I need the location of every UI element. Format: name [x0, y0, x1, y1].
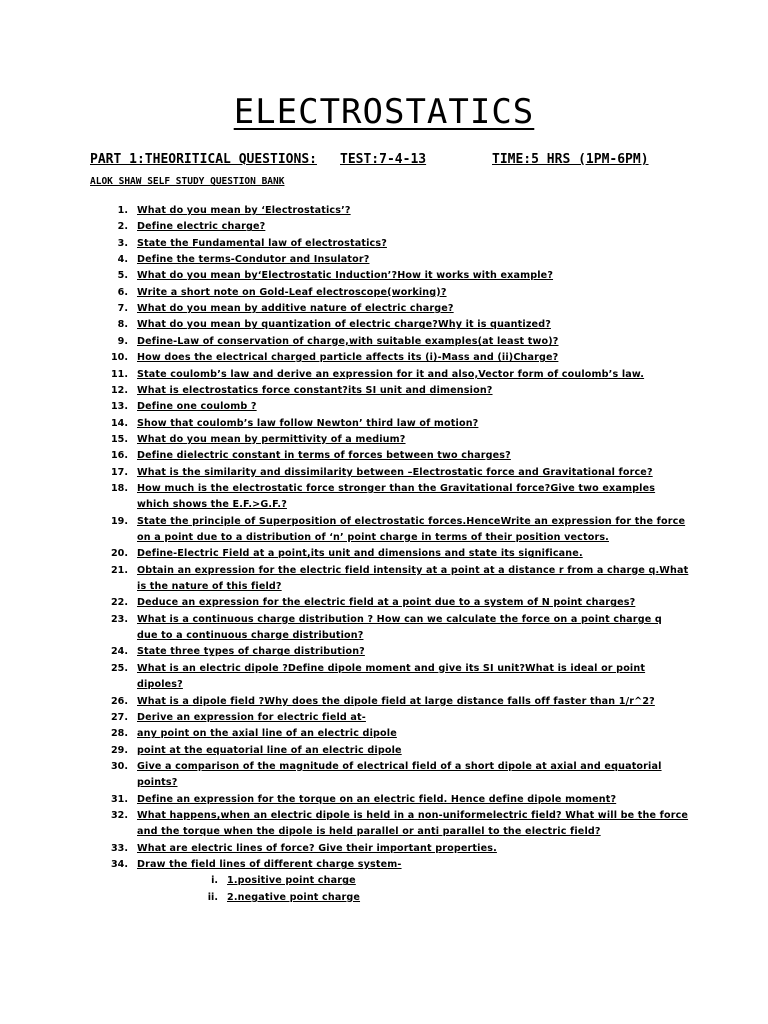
question-number: 19.	[111, 515, 128, 527]
question-text: State three types of charge distribution?	[137, 646, 365, 658]
list-item	[0, 794, 768, 810]
question-number: 5.	[117, 270, 128, 282]
list-item	[0, 499, 768, 515]
list-item	[0, 532, 768, 548]
sub-item-text: 2.negative point charge	[227, 891, 361, 903]
list-item	[0, 221, 768, 237]
list-item	[0, 565, 768, 581]
question-text-continuation: points?	[137, 777, 178, 789]
question-text: How much is the electrostatic force stronger than the Gravitational force?Give two examples	[137, 482, 656, 494]
sub-item-number: i.	[211, 875, 218, 887]
question-text-continuation: and the torque when the dipole is held parallel or anti parallel to the electric field?	[137, 826, 601, 838]
list-item	[0, 630, 768, 646]
sub-item-number: ii.	[207, 891, 218, 903]
question-number: 27.	[111, 711, 128, 723]
question-text-continuation: is the nature of this field?	[137, 581, 282, 593]
question-text: Define-Electric Field at a point,its unit and dimensions and state its significane.	[137, 548, 583, 560]
question-text: Define dielectric constant in terms of forces between two charges?	[137, 450, 511, 462]
question-number: 17.	[111, 466, 128, 478]
question-number: 28.	[111, 728, 128, 740]
question-number: 26.	[111, 695, 128, 707]
list-item	[0, 859, 768, 875]
question-number: 1.	[117, 205, 128, 216]
list-item	[0, 303, 768, 319]
question-text: Deduce an expression for the electric field at a point due to a system of N point charges?	[137, 597, 636, 609]
list-item	[0, 777, 768, 793]
question-number: 23.	[111, 613, 128, 625]
question-number: 4.	[117, 254, 128, 266]
question-text: State coulomb’s law and derive an expression for it and also,Vector form of coulomb’s law.	[137, 368, 645, 380]
question-number: 10.	[111, 352, 128, 364]
question-text: What is an electric dipole ?Define dipole moment and give its SI unit?What is ideal or point	[137, 662, 646, 674]
list-item	[0, 385, 768, 401]
question-text-continuation: which shows the E.F.>G.F.?	[137, 499, 287, 511]
question-text: What is the similarity and dissimilarity between –Electrostatic force and Gravitational force?	[137, 466, 653, 478]
question-text: Define electric charge?	[137, 221, 266, 233]
question-text: Write a short note on Gold-Leaf electroscope(working)?	[137, 286, 447, 298]
question-number: 11.	[111, 368, 128, 380]
question-number: 7.	[117, 303, 128, 315]
page-title-text: ELECTROSTATICS	[233, 92, 535, 132]
list-item	[0, 352, 768, 368]
list-item	[0, 287, 768, 303]
list-item	[0, 597, 768, 613]
question-number: 3.	[117, 237, 128, 249]
question-number: 15.	[111, 433, 128, 445]
question-text-continuation: due to a continuous charge distribution?	[137, 630, 364, 642]
question-text: What do you mean by ‘Electrostatics’?	[137, 205, 351, 216]
list-item	[0, 401, 768, 417]
question-text: What do you mean by‘Electrostatic Induction’?How it works with example?	[137, 270, 554, 282]
list-item	[0, 205, 768, 221]
list-item	[0, 369, 768, 385]
list-item	[0, 450, 768, 466]
question-number: 24.	[111, 646, 128, 658]
question-text: What do you mean by quantization of electric charge?Why it is quantized?	[137, 319, 551, 331]
question-text: State the principle of Superposition of electrostatic forces.HenceWrite an expression for the force	[137, 515, 686, 527]
question-number: 31.	[111, 793, 128, 805]
sub-item-text: 1.positive point charge	[227, 875, 356, 887]
question-text: Draw the field lines of different charge system-	[137, 859, 402, 870]
question-number: 12.	[111, 384, 128, 396]
list-item	[0, 646, 768, 662]
question-number: 25.	[111, 662, 128, 674]
question-number: 29.	[111, 744, 128, 756]
question-number: 32.	[111, 809, 128, 821]
question-text: Define-Law of conservation of charge,with suitable examples(at least two)?	[137, 335, 559, 347]
question-text: any point on the axial line of an electric dipole	[137, 728, 397, 740]
list-item	[0, 745, 768, 761]
question-text: Derive an expression for electric field at-	[137, 711, 366, 723]
question-text: Define one coulomb ?	[137, 401, 257, 413]
question-text-continuation: on a point due to a distribution of ‘n’ point charge in terms of their position vectors.	[137, 532, 609, 543]
question-text: What do you mean by additive nature of electric charge?	[137, 303, 454, 315]
question-text: What is a continuous charge distribution ? How can we calculate the force on a point charge q	[137, 613, 662, 625]
question-text: What are electric lines of force? Give their important properties.	[137, 842, 497, 854]
list-item	[0, 581, 768, 597]
question-number: 9.	[117, 335, 128, 347]
question-number: 16.	[111, 450, 128, 462]
question-text: What do you mean by permittivity of a medium?	[137, 433, 406, 445]
question-number: 21.	[111, 564, 128, 576]
question-number: 30.	[111, 760, 128, 772]
sub-list-item	[0, 875, 768, 891]
list-item	[0, 826, 768, 842]
question-text: How does the electrical charged particle affects its (i)-Mass and (ii)Charge?	[137, 352, 559, 364]
question-text: point at the equatorial line of an electric dipole	[137, 744, 402, 756]
list-item	[0, 679, 768, 695]
page-title	[0, 92, 768, 132]
list-item	[0, 238, 768, 254]
list-item	[0, 418, 768, 434]
test-time: TIME:5 HRS (1PM-6PM)	[492, 152, 649, 167]
question-number: 14.	[111, 417, 128, 429]
test-date: TEST:7-4-13	[340, 152, 427, 167]
list-item	[0, 843, 768, 859]
list-item	[0, 696, 768, 712]
question-number: 34.	[111, 859, 128, 870]
question-number: 33.	[111, 842, 128, 854]
question-text: What happens,when an electric dipole is held in a non-uniformelectric field? What will be the force	[137, 809, 689, 821]
question-number: 2.	[117, 221, 128, 233]
list-item	[0, 728, 768, 744]
question-text: Define the terms-Condutor and Insulator?	[137, 254, 370, 266]
list-item	[0, 548, 768, 564]
question-text: What is a dipole field ?Why does the dipole field at large distance falls off faster than 1/r^2?	[137, 695, 655, 707]
question-bank-subtitle: ALOK SHAW SELF STUDY QUESTION BANK	[90, 176, 285, 187]
question-text: Give a comparison of the magnitude of electrical field of a short dipole at axial and equatorial	[137, 760, 662, 772]
list-item	[0, 516, 768, 532]
list-item	[0, 254, 768, 270]
question-number: 6.	[117, 286, 128, 298]
part-label: PART 1:THEORITICAL QUESTIONS:	[90, 152, 317, 167]
question-text-continuation: dipoles?	[137, 679, 183, 691]
question-number: 8.	[117, 319, 128, 331]
list-item	[0, 761, 768, 777]
test-header	[90, 152, 690, 170]
sub-list-item	[0, 892, 768, 908]
list-item	[0, 336, 768, 352]
question-text: What is electrostatics force constant?its SI unit and dimension?	[137, 384, 493, 396]
question-number: 18.	[111, 482, 128, 494]
list-item	[0, 270, 768, 286]
question-text: Show that coulomb’s law follow Newton’ third law of motion?	[137, 417, 479, 429]
question-number: 22.	[111, 597, 128, 609]
list-item	[0, 483, 768, 499]
list-item	[0, 319, 768, 335]
list-item	[0, 434, 768, 450]
list-item	[0, 712, 768, 728]
question-text: Define an expression for the torque on an electric field. Hence define dipole moment?	[137, 793, 617, 805]
list-item	[0, 810, 768, 826]
list-item	[0, 614, 768, 630]
list-item	[0, 467, 768, 483]
question-number: 20.	[111, 548, 128, 560]
question-number: 13.	[111, 401, 128, 413]
question-text: Obtain an expression for the electric field intensity at a point at a distance r from a charge q.What	[137, 564, 689, 576]
question-text: State the Fundamental law of electrostatics?	[137, 237, 387, 249]
list-item	[0, 663, 768, 679]
